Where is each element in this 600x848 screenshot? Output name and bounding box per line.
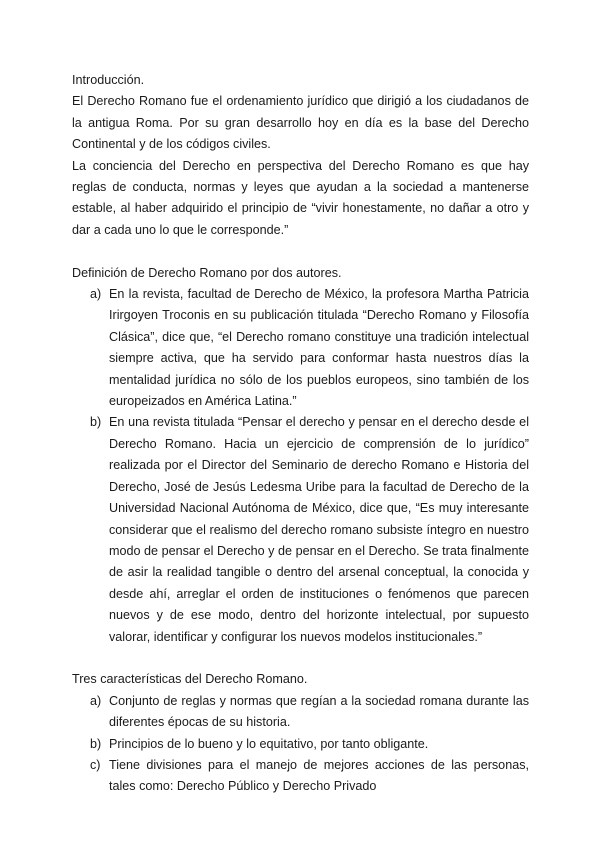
list-marker: b) (90, 415, 102, 430)
list-item (72, 755, 529, 798)
characteristics-list (72, 691, 529, 798)
list-item (72, 734, 529, 755)
list-marker: a) (90, 693, 102, 708)
intro-paragraph-2: La conciencia del Derecho en perspectiva del Derecho Romano es que hay reglas de conducta, normas y leyes que ayudan a la sociedad a mantenerse estable, al haber adquirido el principio de “vivir honestamente, no dañar a otro y dar a cada uno lo que le corresponde.” (72, 158, 529, 237)
document-page (72, 70, 529, 798)
list-marker: b) (90, 736, 102, 751)
definitions-list (72, 284, 529, 648)
list-item (72, 412, 529, 647)
list-marker: a) (90, 287, 102, 302)
intro-heading: Introducción. (72, 73, 145, 87)
list-item (72, 284, 529, 412)
spacer (72, 648, 529, 669)
list-item-text: Conjunto de reglas y normas que regían a la sociedad romana durante las diferentes épocas de su historia. (109, 693, 529, 730)
list-item (72, 691, 529, 734)
list-item-text: Tiene divisiones para el manejo de mejores acciones de las personas, tales como: Derecho Público y Derecho Privado (109, 757, 529, 794)
list-item-text: En la revista, facultad de Derecho de México, la profesora Martha Patricia Irirgoyen Troconis en su publicación titulada “Derecho Romano y Filosofía Clásica”, dice que, “el Derecho romano constituye una tradición intelectual siempre activa, que ha servido para conformar hasta nuestros días la mentalidad jurídica no sólo de los pueblos europeos, sino también de los europeizados en América Latina.” (109, 287, 529, 409)
list-item-text: En una revista titulada “Pensar el derecho y pensar en el derecho desde el Derecho Romano. Hacia un ejercicio de comprensión de lo jurídico” realizada por el Director del Seminario de derecho Romano e Historia del Derecho, José de Jesús Ledesma Uribe para la facultad de Derecho de la Universidad Nacional Autónoma de México, dice que, “Es muy interesante considerar que el realismo del derecho romano subsiste íntegro en nuestro modo de pensar el Derecho y de pensar en el Derecho. Se trata finalmente de asir la realidad tangible o dentro del arsenal conceptual, la conocida y desde ahí, arreglar el orden de instituciones o fenómenos que parecen nuevos y de ese modo, dentro del horizonte intelectual, por supuesto valorar, identificar y configurar los nuevos modelos institucionales.” (109, 415, 529, 644)
characteristics-heading: Tres características del Derecho Romano. (72, 672, 308, 687)
intro-paragraph-1: El Derecho Romano fue el ordenamiento jurídico que dirigió a los ciudadanos de la antigua Roma. Por su gran desarrollo hoy en día es la base del Derecho Continental y de los códigos civiles. (72, 94, 529, 152)
list-item-text: Principios de lo bueno y lo equitativo, por tanto obligante. (109, 736, 429, 751)
spacer (72, 241, 529, 262)
list-marker: c) (90, 757, 101, 772)
definitions-heading: Definición de Derecho Romano por dos autores. (72, 265, 342, 280)
